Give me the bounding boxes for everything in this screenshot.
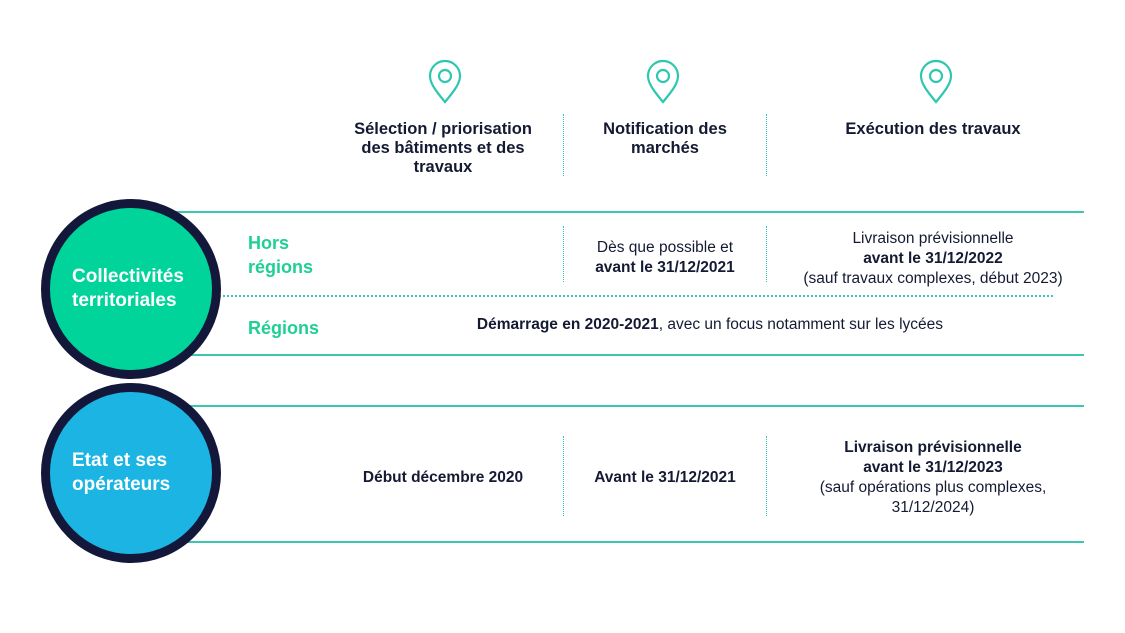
location-pin-icon [916, 58, 956, 106]
row-border [170, 211, 1084, 213]
regions-label: Régions [248, 318, 320, 338]
collectivites-label: Collectivités territoriales [72, 266, 184, 311]
etat-selection: Début décembre 2020 [362, 469, 524, 486]
hors-regions-label: Hors régions [248, 233, 314, 277]
regions-text: Démarrage en 2020-2021, avec un focus notamment sur les lycées [476, 316, 944, 333]
etat-circle [41, 383, 221, 563]
column-header-selection: Sélection / priorisation des bâtiments et des travaux [354, 120, 532, 176]
etat-execution: Livraison prévisionnelle avant le 31/12/2023 (sauf opérations plus complexes, 31/12/2024) [819, 439, 1047, 516]
column-divider [766, 226, 767, 282]
column-header-notification: Notification des marchés [603, 120, 727, 157]
row-border [170, 405, 1084, 407]
row-divider [215, 295, 1053, 297]
collectivites-circle [41, 199, 221, 379]
column-divider [563, 436, 564, 516]
row-border [170, 354, 1084, 356]
etat-notification: Avant le 31/12/2021 [594, 469, 736, 486]
hors-regions-execution: Livraison prévisionnelle avant le 31/12/2022 (sauf travaux complexes, début 2023) [803, 230, 1063, 287]
location-pin-icon [425, 58, 465, 106]
column-divider [766, 114, 767, 176]
location-pin-icon [643, 58, 683, 106]
column-header-execution: Exécution des travaux [845, 120, 1021, 138]
etat-label: Etat et ses opérateurs [72, 450, 171, 495]
row-border [170, 541, 1084, 543]
column-divider [766, 436, 767, 516]
column-divider [563, 114, 564, 176]
column-divider [563, 226, 564, 282]
hors-regions-notification: Dès que possible et avant le 31/12/2021 [595, 239, 735, 276]
